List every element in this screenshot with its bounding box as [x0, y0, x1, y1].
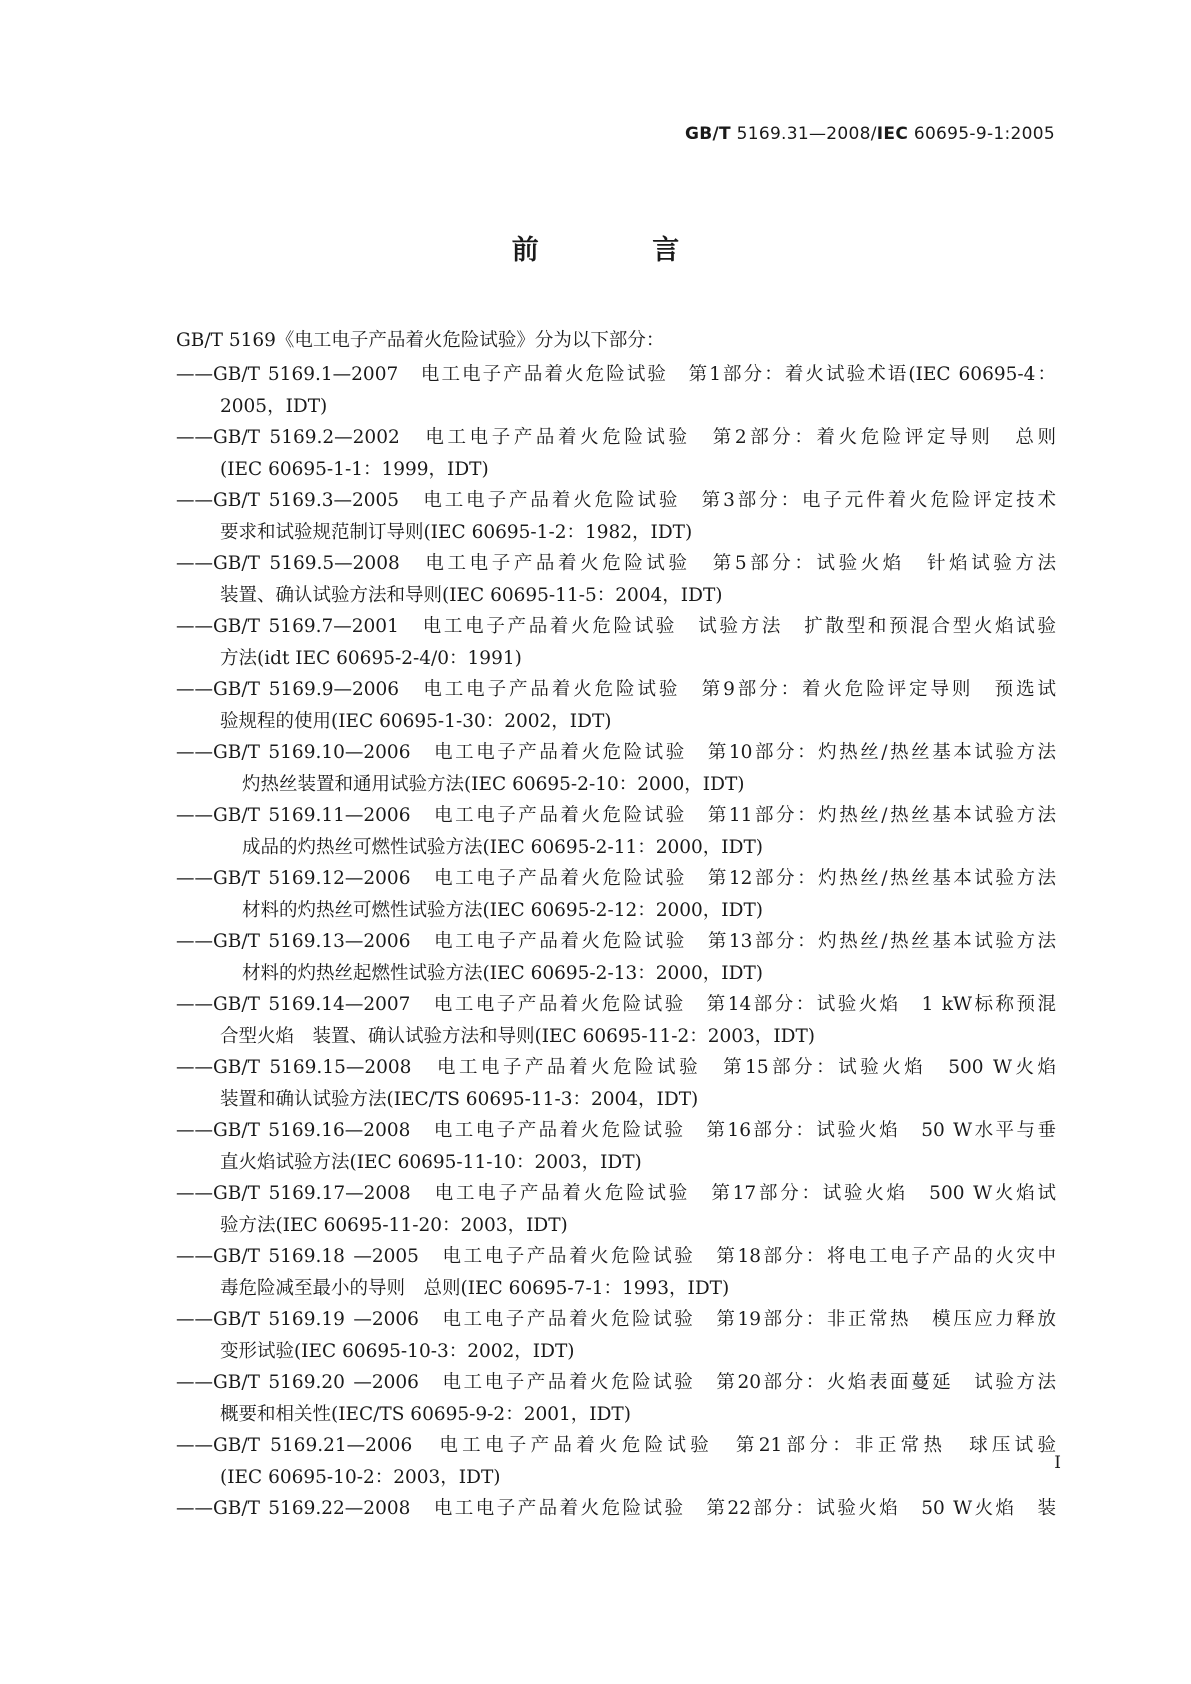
- list-item-line2: 灼热丝装置和通用试验方法(IEC 60695-2-10：2000，IDT): [242, 773, 745, 795]
- list-item-line2: 毒危险减至最小的导则 总则(IEC 60695-7-1：1993，IDT): [220, 1277, 730, 1299]
- list-item-line1: ——GB/T 5169.13—2006 电工电子产品着火危险试验 第13部分：灼热丝/热丝基本试验方法: [176, 931, 1056, 952]
- list-item-line2: 合型火焰 装置、确认试验方法和导则(IEC 60695-11-2：2003，IDT): [220, 1025, 816, 1047]
- list-item: [176, 674, 1056, 737]
- list-item-line1: ——GB/T 5169.16—2008 电工电子产品着火危险试验 第16部分：试验火焰 50 W水平与垂: [176, 1120, 1056, 1141]
- list-item-line2: (IEC 60695-1-1：1999，IDT): [220, 458, 489, 480]
- list-item-line2: 材料的灼热丝起燃性试验方法(IEC 60695-2-13：2000，IDT): [242, 962, 764, 984]
- list-item-line1: ——GB/T 5169.9—2006 电工电子产品着火危险试验 第9部分：着火危险评定导则 预选试: [176, 679, 1056, 700]
- list-item-line2: 变形试验(IEC 60695-10-3：2002，IDT): [220, 1340, 575, 1362]
- list-item-line1: ——GB/T 5169.11—2006 电工电子产品着火危险试验 第11部分：灼热丝/热丝基本试验方法: [176, 805, 1056, 826]
- list-item: [176, 1178, 1056, 1241]
- list-item: [176, 1241, 1056, 1304]
- list-item: [176, 800, 1056, 863]
- list-item: [176, 1304, 1056, 1367]
- list-item-line1: ——GB/T 5169.14—2007 电工电子产品着火危险试验 第14部分：试验火焰 1 kW标称预混: [176, 994, 1056, 1015]
- list-item-line2: 成品的灼热丝可燃性试验方法(IEC 60695-2-11：2000，IDT): [242, 836, 764, 858]
- list-item-line1: ——GB/T 5169.20 —2006 电工电子产品着火危险试验 第20部分：火焰表面蔓延 试验方法: [176, 1372, 1056, 1393]
- list-item-line2: 要求和试验规范制订导则(IEC 60695-1-2：1982，IDT): [220, 521, 693, 543]
- list-item: [176, 1115, 1056, 1178]
- list-item-line1: ——GB/T 5169.22—2008 电工电子产品着火危险试验 第22部分：试验火焰 50 W火焰 装: [176, 1498, 1056, 1519]
- list-item: [176, 863, 1056, 926]
- list-item-line1: ——GB/T 5169.21—2006 电工电子产品着火危险试验 第21部分：非正常热 球压试验: [176, 1435, 1056, 1456]
- standard-parts-list: [176, 359, 1056, 1525]
- list-item-line2: 直火焰试验方法(IEC 60695-11-10：2003，IDT): [220, 1151, 642, 1173]
- list-item-line2: 装置和确认试验方法(IEC/TS 60695-11-3：2004，IDT): [220, 1088, 699, 1110]
- list-item-line1: ——GB/T 5169.19 —2006 电工电子产品着火危险试验 第19部分：非正常热 模压应力释放: [176, 1309, 1056, 1330]
- list-item-line2: 方法(idt IEC 60695-2-4/0：1991): [220, 647, 522, 669]
- list-item-line1: ——GB/T 5169.1—2007 电工电子产品着火危险试验 第1部分：着火试验术语(IEC 60695-4：: [176, 364, 1056, 385]
- page-title: 前 言: [511, 235, 732, 266]
- list-item-line2: 材料的灼热丝可燃性试验方法(IEC 60695-2-12：2000，IDT): [242, 899, 764, 921]
- std-code-iec-prefix: IEC: [876, 124, 909, 144]
- list-item-line2: 验规程的使用(IEC 60695-1-30：2002，IDT): [220, 710, 612, 732]
- list-item-line2: (IEC 60695-10-2：2003，IDT): [220, 1466, 501, 1488]
- list-item-line1: ——GB/T 5169.2—2002 电工电子产品着火危险试验 第2部分：着火危险评定导则 总则: [176, 427, 1056, 448]
- list-item-line1: ——GB/T 5169.12—2006 电工电子产品着火危险试验 第12部分：灼热丝/热丝基本试验方法: [176, 868, 1056, 889]
- list-item: [176, 485, 1056, 548]
- list-item-line1: ——GB/T 5169.10—2006 电工电子产品着火危险试验 第10部分：灼热丝/热丝基本试验方法: [176, 742, 1056, 763]
- list-item-line2: 验方法(IEC 60695-11-20：2003，IDT): [220, 1214, 568, 1236]
- list-item: [176, 989, 1056, 1052]
- list-item-line1: ——GB/T 5169.3—2005 电工电子产品着火危险试验 第3部分：电子元件着火危险评定技术: [176, 490, 1056, 511]
- page-number: I: [1054, 1453, 1061, 1473]
- list-item: [176, 1430, 1056, 1493]
- list-item: [176, 611, 1056, 674]
- list-item-line1: ——GB/T 5169.15—2008 电工电子产品着火危险试验 第15部分：试验火焰 500 W火焰: [176, 1057, 1056, 1078]
- list-item-line1: ——GB/T 5169.5—2008 电工电子产品着火危险试验 第5部分：试验火焰 针焰试验方法: [176, 553, 1056, 574]
- list-item: [176, 926, 1056, 989]
- list-item-line2: 装置、确认试验方法和导则(IEC 60695-11-5：2004，IDT): [220, 584, 723, 606]
- standard-code-header: [685, 124, 1055, 144]
- list-item: [176, 737, 1056, 800]
- list-item: [176, 422, 1056, 485]
- list-item: [176, 548, 1056, 611]
- list-item-line2: 概要和相关性(IEC/TS 60695-9-2：2001，IDT): [220, 1403, 631, 1425]
- list-item: [176, 1493, 1056, 1525]
- intro-paragraph: GB/T 5169《电工电子产品着火危险试验》分为以下部分：: [176, 330, 665, 351]
- list-item: [176, 359, 1056, 422]
- list-item-line1: ——GB/T 5169.17—2008 电工电子产品着火危险试验 第17部分：试验火焰 500 W火焰试: [176, 1183, 1056, 1204]
- list-item-line2: 2005，IDT): [220, 395, 328, 417]
- list-item-line1: ——GB/T 5169.18 —2005 电工电子产品着火危险试验 第18部分：将电工电子产品的火灾中: [176, 1246, 1056, 1267]
- list-item-line1: ——GB/T 5169.7—2001 电工电子产品着火危险试验 试验方法 扩散型和预混合型火焰试验: [176, 616, 1056, 637]
- list-item: [176, 1367, 1056, 1430]
- list-item: [176, 1052, 1056, 1115]
- std-code-iec-rest: 60695-9-1:2005: [908, 124, 1055, 144]
- std-code-prefix: GB/T: [684, 124, 731, 144]
- std-code-rest: 5169.31—2008/: [730, 124, 877, 144]
